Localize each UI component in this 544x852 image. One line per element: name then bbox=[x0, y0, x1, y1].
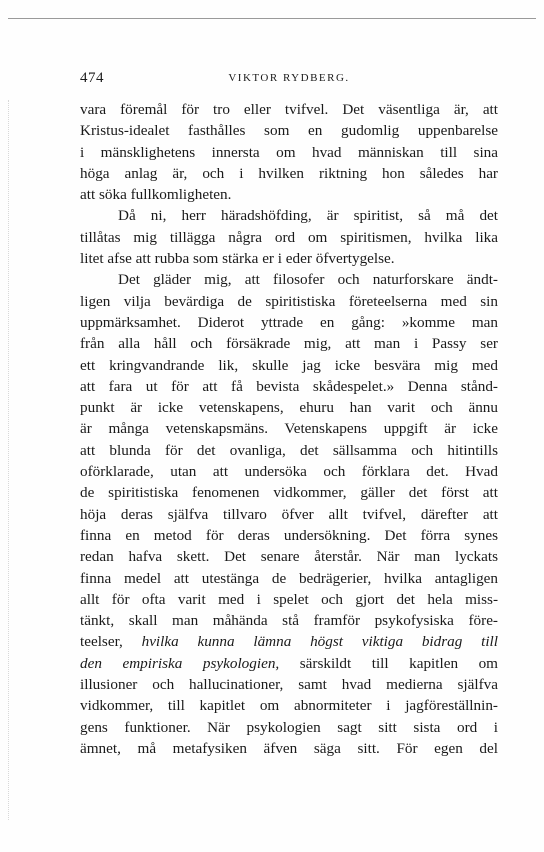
text-run: från alla håll och försäkrade mig, att man i Passy ser bbox=[80, 335, 498, 353]
text-run: att fara ut för att få bevista skådespelet.» Denna stånd- bbox=[80, 377, 498, 395]
text-run: teelser, bbox=[80, 633, 142, 651]
text-run: gens funktioner. När psykologien sagt sitt sista ord i bbox=[80, 718, 498, 736]
text-line bbox=[80, 461, 498, 482]
text-run: illusioner och hallucinationer, samt hvad medierna själfva bbox=[80, 676, 498, 694]
text-line bbox=[80, 99, 498, 120]
text-run: att söka fullkomligheten. bbox=[80, 186, 232, 204]
italic-run: den empiriska psykologien, bbox=[80, 654, 280, 672]
text-run: finna medel att utestänga de bedrägerier, hvilka antagligen bbox=[80, 569, 498, 587]
text-run: allt för ofta varit med i spelet och gjort det hela miss- bbox=[80, 590, 498, 608]
text-run: redan hafva skett. Det senare återstår. När man lyckats bbox=[80, 548, 498, 566]
text-run: ligen vilja bevärdiga de spiritistiska företeelserna med sin bbox=[80, 292, 498, 310]
page-number: 474 bbox=[80, 70, 104, 86]
paragraph-start bbox=[80, 269, 498, 290]
text-run: tänkt, skall man måhända stå framför psykofysiska före- bbox=[80, 612, 498, 630]
text-line bbox=[80, 653, 498, 674]
page-edge-marks bbox=[8, 100, 11, 820]
text-line bbox=[80, 738, 498, 759]
text-line bbox=[80, 695, 498, 716]
body-text bbox=[80, 99, 498, 759]
italic-run: hvilka kunna lämna högst viktiga bidrag till bbox=[141, 633, 498, 651]
text-line bbox=[80, 291, 498, 312]
text-run: finna en metod för deras undersökning. Det förra synes bbox=[80, 526, 498, 544]
text-run: vara föremål för tro eller tvifvel. Det väsentliga är, att bbox=[80, 101, 498, 118]
text-line bbox=[80, 440, 498, 461]
text-line bbox=[80, 504, 498, 525]
text-line bbox=[80, 568, 498, 589]
text-line bbox=[80, 717, 498, 738]
text-line bbox=[80, 525, 498, 546]
text-line bbox=[80, 482, 498, 503]
text-line bbox=[80, 312, 498, 333]
paragraph-start bbox=[80, 205, 498, 226]
top-rule bbox=[8, 18, 536, 19]
text-line bbox=[80, 184, 498, 205]
text-line bbox=[80, 227, 498, 248]
text-run: de spiritistiska fenomenen vidkommer, gäller det först att bbox=[80, 484, 498, 502]
text-run: Det gläder mig, att filosofer och naturforskare ändt- bbox=[118, 271, 498, 289]
text-run: höga anlag är, och i hvilken riktning hon således har bbox=[80, 164, 498, 182]
text-line bbox=[80, 163, 498, 184]
text-line bbox=[80, 589, 498, 610]
text-line bbox=[80, 142, 498, 163]
text-line bbox=[80, 631, 498, 652]
text-run: höja deras själfva tillvaro öfver allt tvifvel, därefter att bbox=[80, 505, 498, 523]
text-run: tillåtas mig tillägga några ord om spiritismen, hvilka lika bbox=[80, 228, 498, 246]
text-run: i mänsklighetens innersta om hvad människan till sina bbox=[80, 143, 498, 161]
text-run: oförklarade, utan att undersöka och förklara det. Hvad bbox=[80, 463, 498, 481]
text-run: vidkommer, till kapitlet om abnormiteter i jagföreställnin- bbox=[80, 697, 498, 715]
text-run: särskildt till kapitlen om bbox=[279, 654, 498, 672]
text-line bbox=[80, 418, 498, 439]
text-line bbox=[80, 355, 498, 376]
text-run: ämnet, må metafysiken äfven säga sitt. För egen del bbox=[80, 739, 498, 757]
text-line bbox=[80, 610, 498, 631]
text-run: Då ni, herr häradshöfding, är spiritist, så må det bbox=[118, 207, 498, 225]
text-run: ett kringvandrande lik, skulle jag icke besvära mig med bbox=[80, 356, 498, 374]
text-run: att blunda för det ovanliga, det sällsamma och hitintills bbox=[80, 441, 498, 459]
running-head: VIKTOR RYDBERG. bbox=[228, 72, 350, 84]
text-run: punkt är icke vetenskapens, ehuru han varit och ännu bbox=[80, 399, 498, 417]
text-line bbox=[80, 376, 498, 397]
text-run: Kristus-idealet fasthålles som en gudomlig uppenbarelse bbox=[80, 122, 498, 140]
text-run: är många vetenskapsmäns. Vetenskapens uppgift är icke bbox=[80, 420, 498, 438]
text-line bbox=[80, 333, 498, 354]
text-line bbox=[80, 120, 498, 141]
text-line bbox=[80, 248, 498, 269]
text-line bbox=[80, 546, 498, 567]
text-line bbox=[80, 397, 498, 418]
text-line bbox=[80, 674, 498, 695]
text-run: litet afse att rubba som stärka er i eder öfvertygelse. bbox=[80, 250, 395, 268]
page-header bbox=[80, 70, 498, 90]
text-run: uppmärksamhet. Diderot yttrade en gång: »komme man bbox=[80, 313, 498, 331]
